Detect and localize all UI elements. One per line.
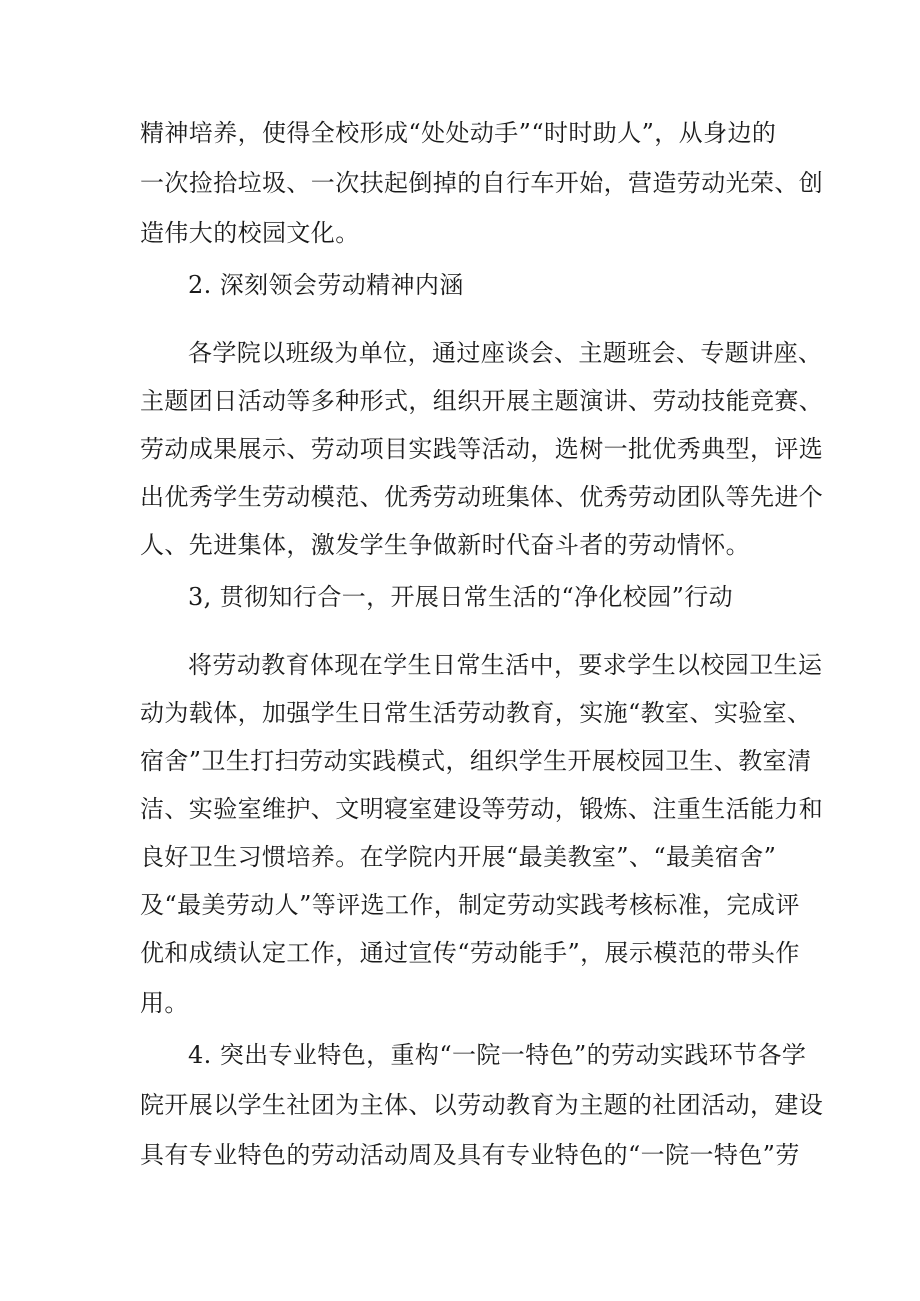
text-line: 宿舍”卫生打扫劳动实践模式，组织学生开展校园卫生、教室清	[140, 747, 812, 775]
text-line: 洁、实验室维护、文明寝室建设等劳动，锻炼、注重生活能力和	[140, 795, 824, 823]
text-line: 各学院以班级为单位，通过座谈会、主题班会、专题讲座、	[188, 339, 823, 367]
text-line: 具有专业特色的劳动活动周及具有专业特色的“一院一特色”劳	[140, 1141, 800, 1169]
text-line: 及“最美劳动人”等评选工作，制定劳动实践考核标准，完成评	[140, 891, 800, 919]
text-line: 将劳动教育体现在学生日常生活中，要求学生以校园卫生运	[188, 651, 823, 679]
section-heading-3: 3, 贯彻知行合一，开展日常生活的“净化校园”行动	[188, 583, 734, 611]
text-line: 主题团日活动等多种形式，组织开展主题演讲、劳动技能竞赛、	[140, 387, 824, 415]
text-line: 院开展以学生社团为主体、以劳动教育为主题的社团活动，建设	[140, 1091, 824, 1119]
text-line: 出优秀学生劳动模范、优秀劳动班集体、优秀劳动团队等先进个	[140, 483, 824, 511]
text-line: 造伟大的校园文化。	[140, 219, 360, 247]
text-line: 精神培养，使得全校形成“处处动手”“时时助人”，从身边的	[140, 119, 777, 147]
text-line: 动为载体，加强学生日常生活劳动教育，实施“教室、实验室、	[140, 699, 812, 727]
text-line: 用。	[140, 989, 189, 1017]
text-line: 劳动成果展示、劳动项目实践等活动，选树一批优秀典型，评选	[140, 435, 824, 463]
text-line: 优和成绩认定工作，通过宣传“劳动能手”，展示模范的带头作	[140, 939, 800, 967]
section-heading-4: 4. 突出专业特色，重构“一院一特色”的劳动实践环节各学	[188, 1041, 807, 1069]
text-line: 人、先进集体，激发学生争做新时代奋斗者的劳动情怀。	[140, 531, 750, 559]
text-line: 一次捡拾垃圾、一次扶起倒掉的自行车开始，营造劳动光荣、创	[140, 169, 824, 197]
text-line: 良好卫生习惯培养。在学院内开展“最美教室”、“最美宿舍”	[140, 843, 777, 871]
section-heading-2: 2. 深刻领会劳动精神内涵	[188, 271, 464, 299]
